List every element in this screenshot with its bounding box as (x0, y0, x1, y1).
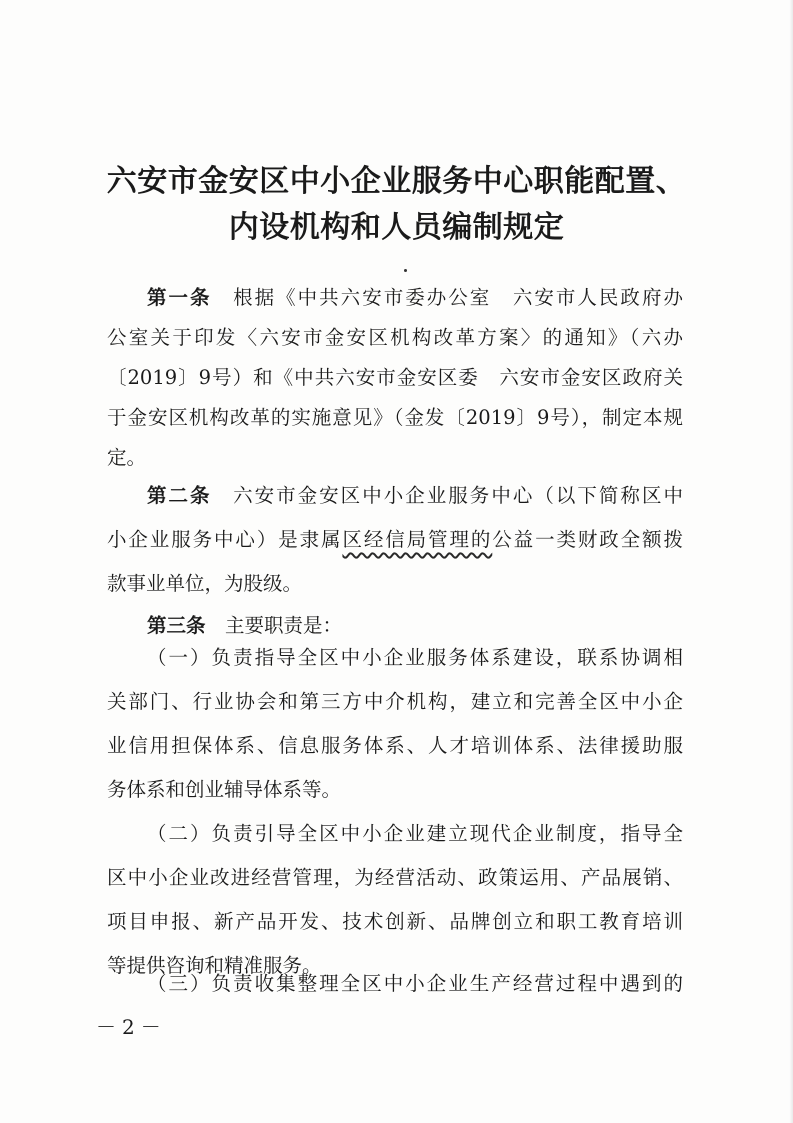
article-text: 小企业服务中心）是隶属 (107, 528, 343, 551)
document-title-line-1: 六安市金安区中小企业服务中心职能配置、 (106, 164, 687, 199)
article-text: 六安市金安区中小企业服务中心（以下简称区中 (211, 484, 683, 507)
item-1-line-1: （一）负责指导全区中小企业服务体系建设，联系协调相 (147, 646, 683, 669)
article-label: 第三条 (147, 614, 206, 637)
article-label: 第一条 (147, 286, 212, 309)
item-2-line-3: 项目申报、新产品开发、技术创新、品牌创立和职工教育培训 (107, 910, 683, 933)
article-text: 根据《中共六安市委办公室 六安市人民政府办 (211, 286, 683, 309)
article-text: 主要职责是： (205, 614, 343, 637)
article-1-line-5: 定。 (107, 446, 147, 469)
article-2-line-3: 款事业单位，为股级。 (107, 572, 303, 595)
article-1-line-1 (147, 276, 683, 320)
article-text: 公益一类财政全额拨 (492, 528, 683, 551)
document-title-line-2: 内设机构和人员编制规定 (228, 210, 565, 245)
item-2-line-2: 区中小企业改进经营管理，为经营活动、政策运用、产品展销、 (107, 866, 683, 889)
handwritten-underline-text: 区经信局管理的 (342, 528, 493, 551)
item-1-line-3: 业信用担保体系、信息服务体系、人才培训体系、法律援助服 (107, 734, 683, 757)
item-2-line-1: （二）负责引导全区中小企业建立现代企业制度，指导全 (147, 822, 683, 845)
article-2-line-2 (107, 518, 683, 562)
item-1-line-4: 务体系和创业辅导体系等。 (107, 778, 342, 801)
article-1-line-4: 于金安区机构改革的实施意见》（金发〔2019〕9号），制定本规 (107, 406, 683, 429)
item-2-line-4: 等提供咨询和精准服务。 (107, 954, 322, 977)
item-3-line-1: （三）负责收集整理全区中小企业生产经营过程中遇到的 (147, 972, 683, 995)
scan-speck (404, 269, 407, 272)
article-1-line-3: 〔2019〕9号）和《中共六安市金安区委 六安市金安区政府关 (107, 366, 683, 389)
article-2-line-1 (147, 474, 683, 518)
item-1-line-2: 关部门、行业协会和第三方中介机构，建立和完善全区中小企 (107, 690, 683, 713)
article-label: 第二条 (147, 484, 212, 507)
article-1-line-2: 公室关于印发〈六安市金安区机构改革方案〉的通知》（六办 (107, 326, 683, 349)
page-number: －2－ (96, 1015, 167, 1039)
